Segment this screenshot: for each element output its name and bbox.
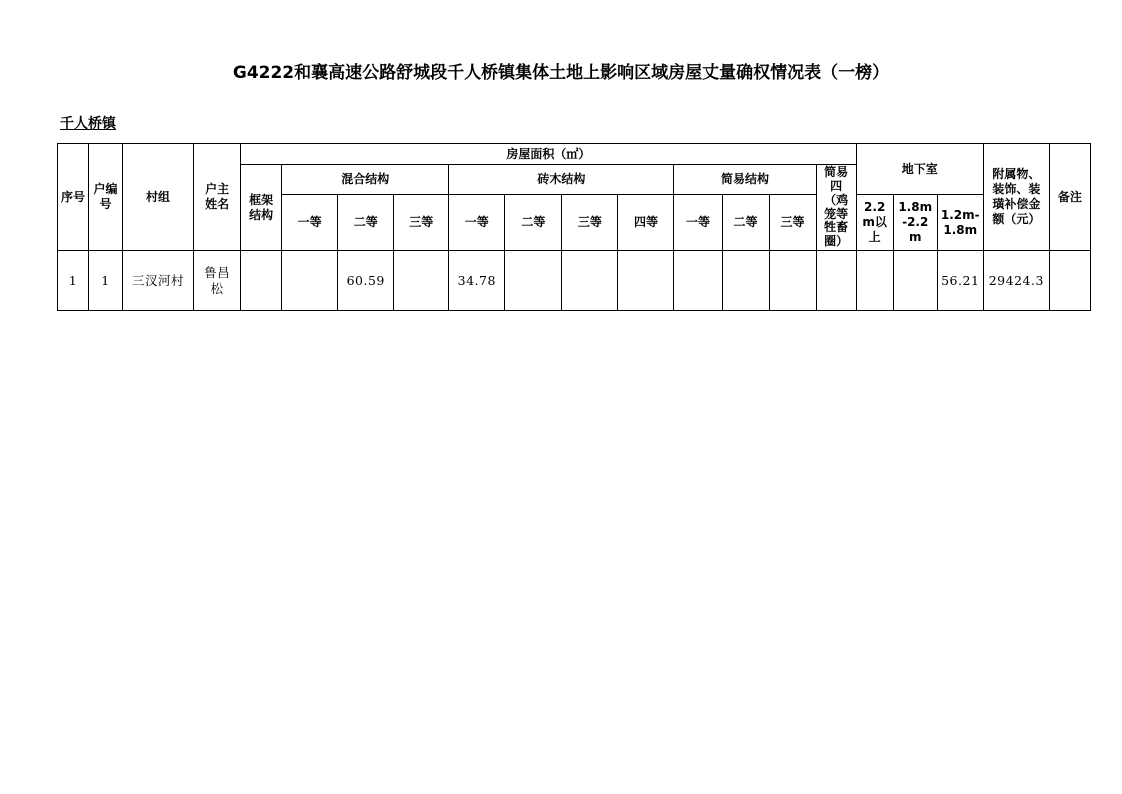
town-subtitle: 千人桥镇 [60,116,116,132]
cell-simple-3 [769,251,816,311]
cell-note [1049,251,1090,311]
header-brick: 砖木结构 [449,165,674,195]
cell-basement-3: 56.21 [937,251,983,311]
cell-mixed-1 [282,251,338,311]
cell-brick-3 [562,251,618,311]
header-simple-3: 三等 [769,195,816,251]
page-title: G4222和襄高速公路舒城段千人桥镇集体土地上影响区域房屋丈量确权情况表（一榜） [232,63,890,83]
cell-owner: 鲁昌松 [194,251,241,311]
cell-household-no: 1 [89,251,123,311]
header-brick-1: 一等 [449,195,505,251]
header-village: 村组 [123,144,194,251]
cell-simple-1 [674,251,722,311]
header-owner: 户主姓名 [194,144,241,251]
header-attachments: 附属物、装饰、装璜补偿金额（元） [983,144,1049,251]
header-basement: 地下室 [856,144,983,195]
cell-brick-2 [505,251,562,311]
header-simple4: 简易四（鸡笼等牲畜圈） [816,165,856,251]
header-area: 房屋面积（㎡） [241,144,857,165]
cell-mixed-2: 60.59 [338,251,394,311]
cell-village: 三汊河村 [123,251,194,311]
cell-basement-1 [856,251,893,311]
header-note: 备注 [1049,144,1090,251]
cell-seq: 1 [58,251,89,311]
header-brick-4: 四等 [618,195,674,251]
cell-brick-4 [618,251,674,311]
cell-attachments: 29424.3 [983,251,1049,311]
header-mixed: 混合结构 [282,165,449,195]
header-brick-3: 三等 [562,195,618,251]
header-simple-1: 一等 [674,195,722,251]
cell-brick-1: 34.78 [449,251,505,311]
header-basement-2: 1.8m-2.2m [893,195,937,251]
cell-basement-2 [893,251,937,311]
header-mixed-2: 二等 [338,195,394,251]
header-household-no: 户编号 [89,144,123,251]
cell-simple4 [816,251,856,311]
header-frame: 框架结构 [241,165,282,251]
header-brick-2: 二等 [505,195,562,251]
header-mixed-1: 一等 [282,195,338,251]
header-basement-1: 2.2m以上 [856,195,893,251]
cell-frame [241,251,282,311]
header-simple-2: 二等 [722,195,769,251]
survey-table [57,143,1091,311]
cell-mixed-3 [394,251,449,311]
table-row [58,251,1091,311]
header-simple: 简易结构 [674,165,816,195]
header-mixed-3: 三等 [394,195,449,251]
header-seq: 序号 [58,144,89,251]
header-basement-3: 1.2m-1.8m [937,195,983,251]
cell-simple-2 [722,251,769,311]
